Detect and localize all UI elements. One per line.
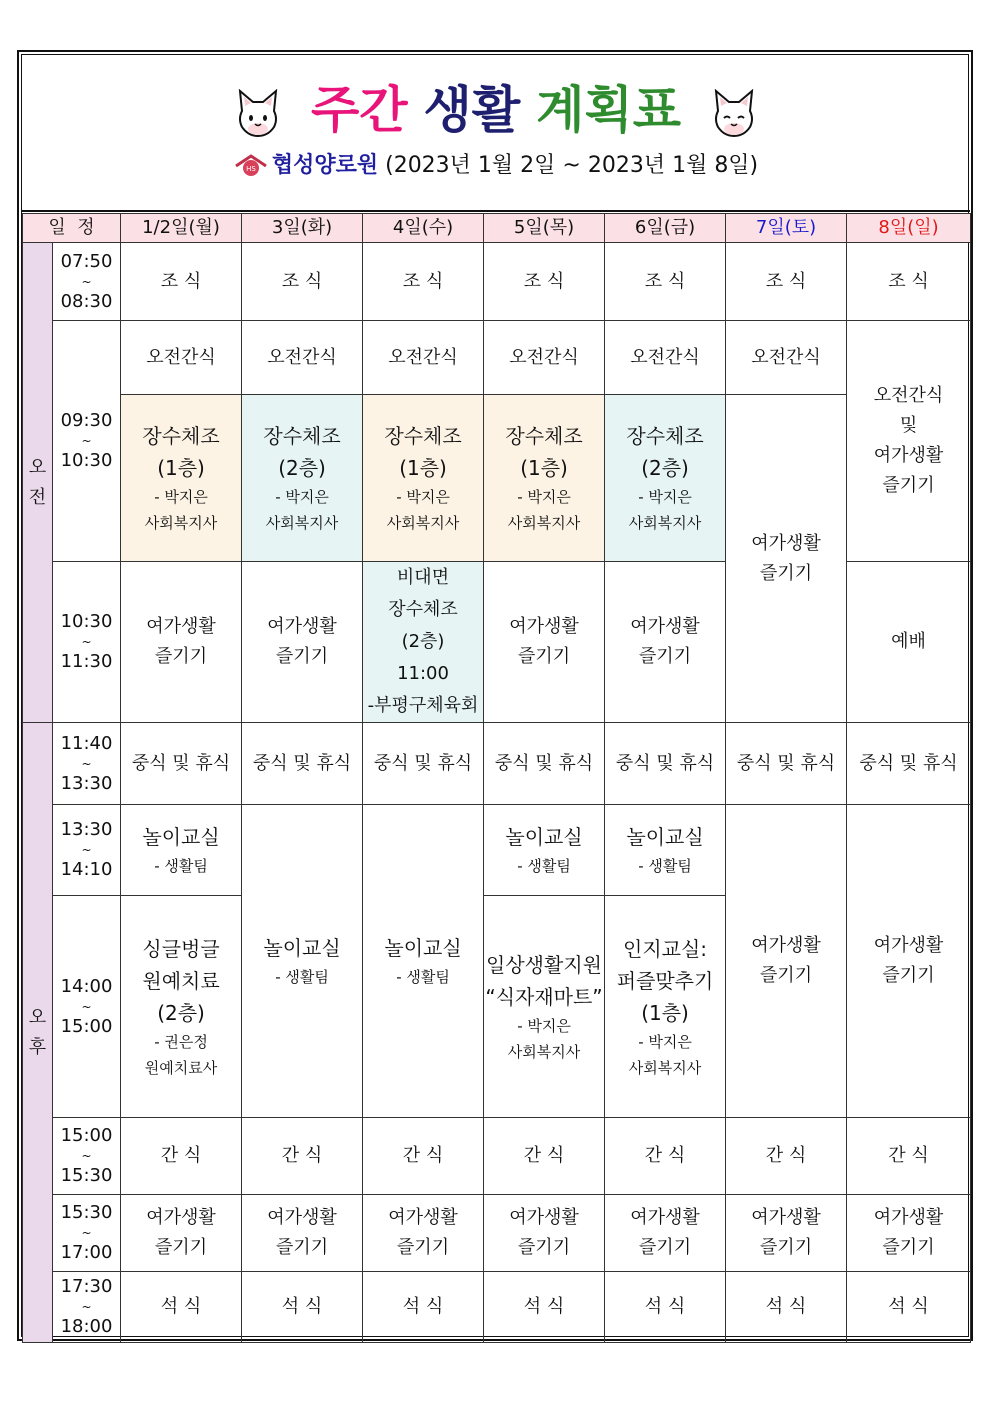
dinner-cell: 석 식 (605, 1272, 726, 1343)
play-class-cell: 놀이교실 - 생활팀 (121, 805, 242, 896)
breakfast-cell: 조 식 (363, 243, 484, 321)
page-title (22, 80, 970, 140)
table-row (23, 395, 971, 562)
garden-therapy-cell: 싱글벙글 원예치료 (2층) - 권은정 원예치료사 (121, 896, 242, 1118)
exercise-cell: 장수체조 (1층) - 박지은 사회복지사 (121, 395, 242, 562)
lunch-cell: 중식 및 휴식 (847, 723, 971, 805)
table-row (23, 1272, 971, 1343)
table-row (23, 805, 971, 896)
column-header-sat: 7일(토) (726, 214, 847, 243)
worship-cell: 예배 (847, 562, 971, 723)
schedule-sheet (17, 50, 973, 1341)
breakfast-cell: 조 식 (484, 243, 605, 321)
table-row (23, 243, 971, 321)
leisure-cell: 여가생활 즐기기 (121, 562, 242, 723)
leisure-cell: 여가생활 즐기기 (121, 1195, 242, 1272)
dinner-cell: 석 식 (121, 1272, 242, 1343)
column-header-sun: 8일(일) (847, 214, 971, 243)
period-pm: 오 후 (23, 723, 53, 1343)
leisure-cell: 여가생활 즐기기 (726, 1195, 847, 1272)
sheet-inner-border (21, 54, 969, 1337)
snack-cell: 간 식 (605, 1118, 726, 1195)
dinner-cell: 석 식 (484, 1272, 605, 1343)
title-word-1: 주간 (310, 81, 408, 139)
leisure-cell: 여가생활 즐기기 (726, 395, 847, 723)
leisure-cell: 여가생활 즐기기 (242, 1195, 363, 1272)
snack-cell: 간 식 (121, 1118, 242, 1195)
leisure-cell: 여가생활 즐기기 (363, 1195, 484, 1272)
time-cell: 09:30 ~ 10:30 (53, 321, 121, 562)
leisure-cell: 여가생활 즐기기 (605, 1195, 726, 1272)
column-header-schedule: 일 정 (23, 214, 121, 243)
am-snack-cell: 오전간식 (605, 321, 726, 395)
time-cell: 11:40 ~ 13:30 (53, 723, 121, 805)
title-word-3: 계획표 (536, 81, 682, 139)
time-cell: 15:00 ~ 15:30 (53, 1118, 121, 1195)
exercise-cell: 장수체조 (2층) - 박지은 사회복지사 (605, 395, 726, 562)
header-row (23, 214, 971, 243)
schedule-table (22, 213, 971, 1343)
leisure-cell: 여가생활 즐기기 (605, 562, 726, 723)
time-cell: 13:30 ~ 14:10 (53, 805, 121, 896)
daily-support-cell: 일상생활지원 “식자재마트” - 박지은 사회복지사 (484, 896, 605, 1118)
org-name: 협성양로원 (271, 153, 379, 178)
leisure-cell: 여가생활 즐기기 (847, 805, 971, 1118)
title-word-2: 생활 (423, 81, 521, 139)
column-header-fri: 6일(금) (605, 214, 726, 243)
breakfast-cell: 조 식 (242, 243, 363, 321)
snack-cell: 간 식 (726, 1118, 847, 1195)
breakfast-cell: 조 식 (121, 243, 242, 321)
period-am: 오 전 (23, 243, 53, 723)
am-snack-cell: 오전간식 (242, 321, 363, 395)
svg-text:HS: HS (245, 165, 256, 173)
snack-cell: 간 식 (363, 1118, 484, 1195)
time-cell: 17:30 ~ 18:00 (53, 1272, 121, 1343)
time-cell: 14:00 ~ 15:00 (53, 896, 121, 1118)
time-cell: 07:50 ~ 08:30 (53, 243, 121, 321)
lunch-cell: 중식 및 휴식 (242, 723, 363, 805)
dinner-cell: 석 식 (242, 1272, 363, 1343)
header (22, 55, 970, 212)
table-row (23, 321, 971, 395)
lunch-cell: 중식 및 휴식 (726, 723, 847, 805)
house-logo-icon (234, 154, 268, 178)
dinner-cell: 석 식 (363, 1272, 484, 1343)
play-class-cell: 놀이교실 - 생활팀 (605, 805, 726, 896)
snack-cell: 간 식 (242, 1118, 363, 1195)
exercise-cell: 장수체조 (1층) - 박지은 사회복지사 (363, 395, 484, 562)
column-header-tue: 3일(화) (242, 214, 363, 243)
play-class-cell: 놀이교실 - 생활팀 (242, 805, 363, 1118)
cat-icon (712, 89, 756, 139)
leisure-cell: 여가생활 즐기기 (484, 1195, 605, 1272)
time-cell: 15:30 ~ 17:00 (53, 1195, 121, 1272)
leisure-cell: 여가생활 즐기기 (847, 1195, 971, 1272)
lunch-cell: 중식 및 휴식 (121, 723, 242, 805)
date-range: (2023년 1월 2일 ~ 2023년 1월 8일) (385, 153, 759, 178)
lunch-cell: 중식 및 휴식 (363, 723, 484, 805)
exercise-cell: 장수체조 (2층) - 박지은 사회복지사 (242, 395, 363, 562)
play-class-cell: 놀이교실 - 생활팀 (484, 805, 605, 896)
leisure-cell: 여가생활 즐기기 (484, 562, 605, 723)
snack-cell: 간 식 (484, 1118, 605, 1195)
dinner-cell: 석 식 (847, 1272, 971, 1343)
lunch-cell: 중식 및 휴식 (605, 723, 726, 805)
column-header-thu: 5일(목) (484, 214, 605, 243)
exercise-cell: 장수체조 (1층) - 박지은 사회복지사 (484, 395, 605, 562)
am-snack-cell: 오전간식 (363, 321, 484, 395)
breakfast-cell: 조 식 (605, 243, 726, 321)
play-class-cell: 놀이교실 - 생활팀 (363, 805, 484, 1118)
breakfast-cell: 조 식 (847, 243, 971, 321)
leisure-cell: 여가생활 즐기기 (726, 805, 847, 1118)
column-header-mon: 1/2일(월) (121, 214, 242, 243)
column-header-wed: 4일(수) (363, 214, 484, 243)
snack-cell: 간 식 (847, 1118, 971, 1195)
breakfast-cell: 조 식 (726, 243, 847, 321)
table-row (23, 1195, 971, 1272)
subtitle (22, 151, 970, 181)
dinner-cell: 석 식 (726, 1272, 847, 1343)
online-exercise-cell: 비대면 장수체조 (2층) 11:00 -부평구체육회 (363, 562, 484, 723)
cat-icon (236, 89, 280, 139)
table-row (23, 1118, 971, 1195)
cognitive-class-cell: 인지교실: 퍼즐맞추기 (1층) - 박지은 사회복지사 (605, 896, 726, 1118)
table-row (23, 723, 971, 805)
lunch-cell: 중식 및 휴식 (484, 723, 605, 805)
leisure-cell: 여가생활 즐기기 (242, 562, 363, 723)
am-snack-cell: 오전간식 (484, 321, 605, 395)
sun-am-cell: 오전간식 및 여가생활 즐기기 (847, 321, 971, 562)
am-snack-cell: 오전간식 (121, 321, 242, 395)
time-cell: 10:30 ~ 11:30 (53, 562, 121, 723)
am-snack-cell: 오전간식 (726, 321, 847, 395)
